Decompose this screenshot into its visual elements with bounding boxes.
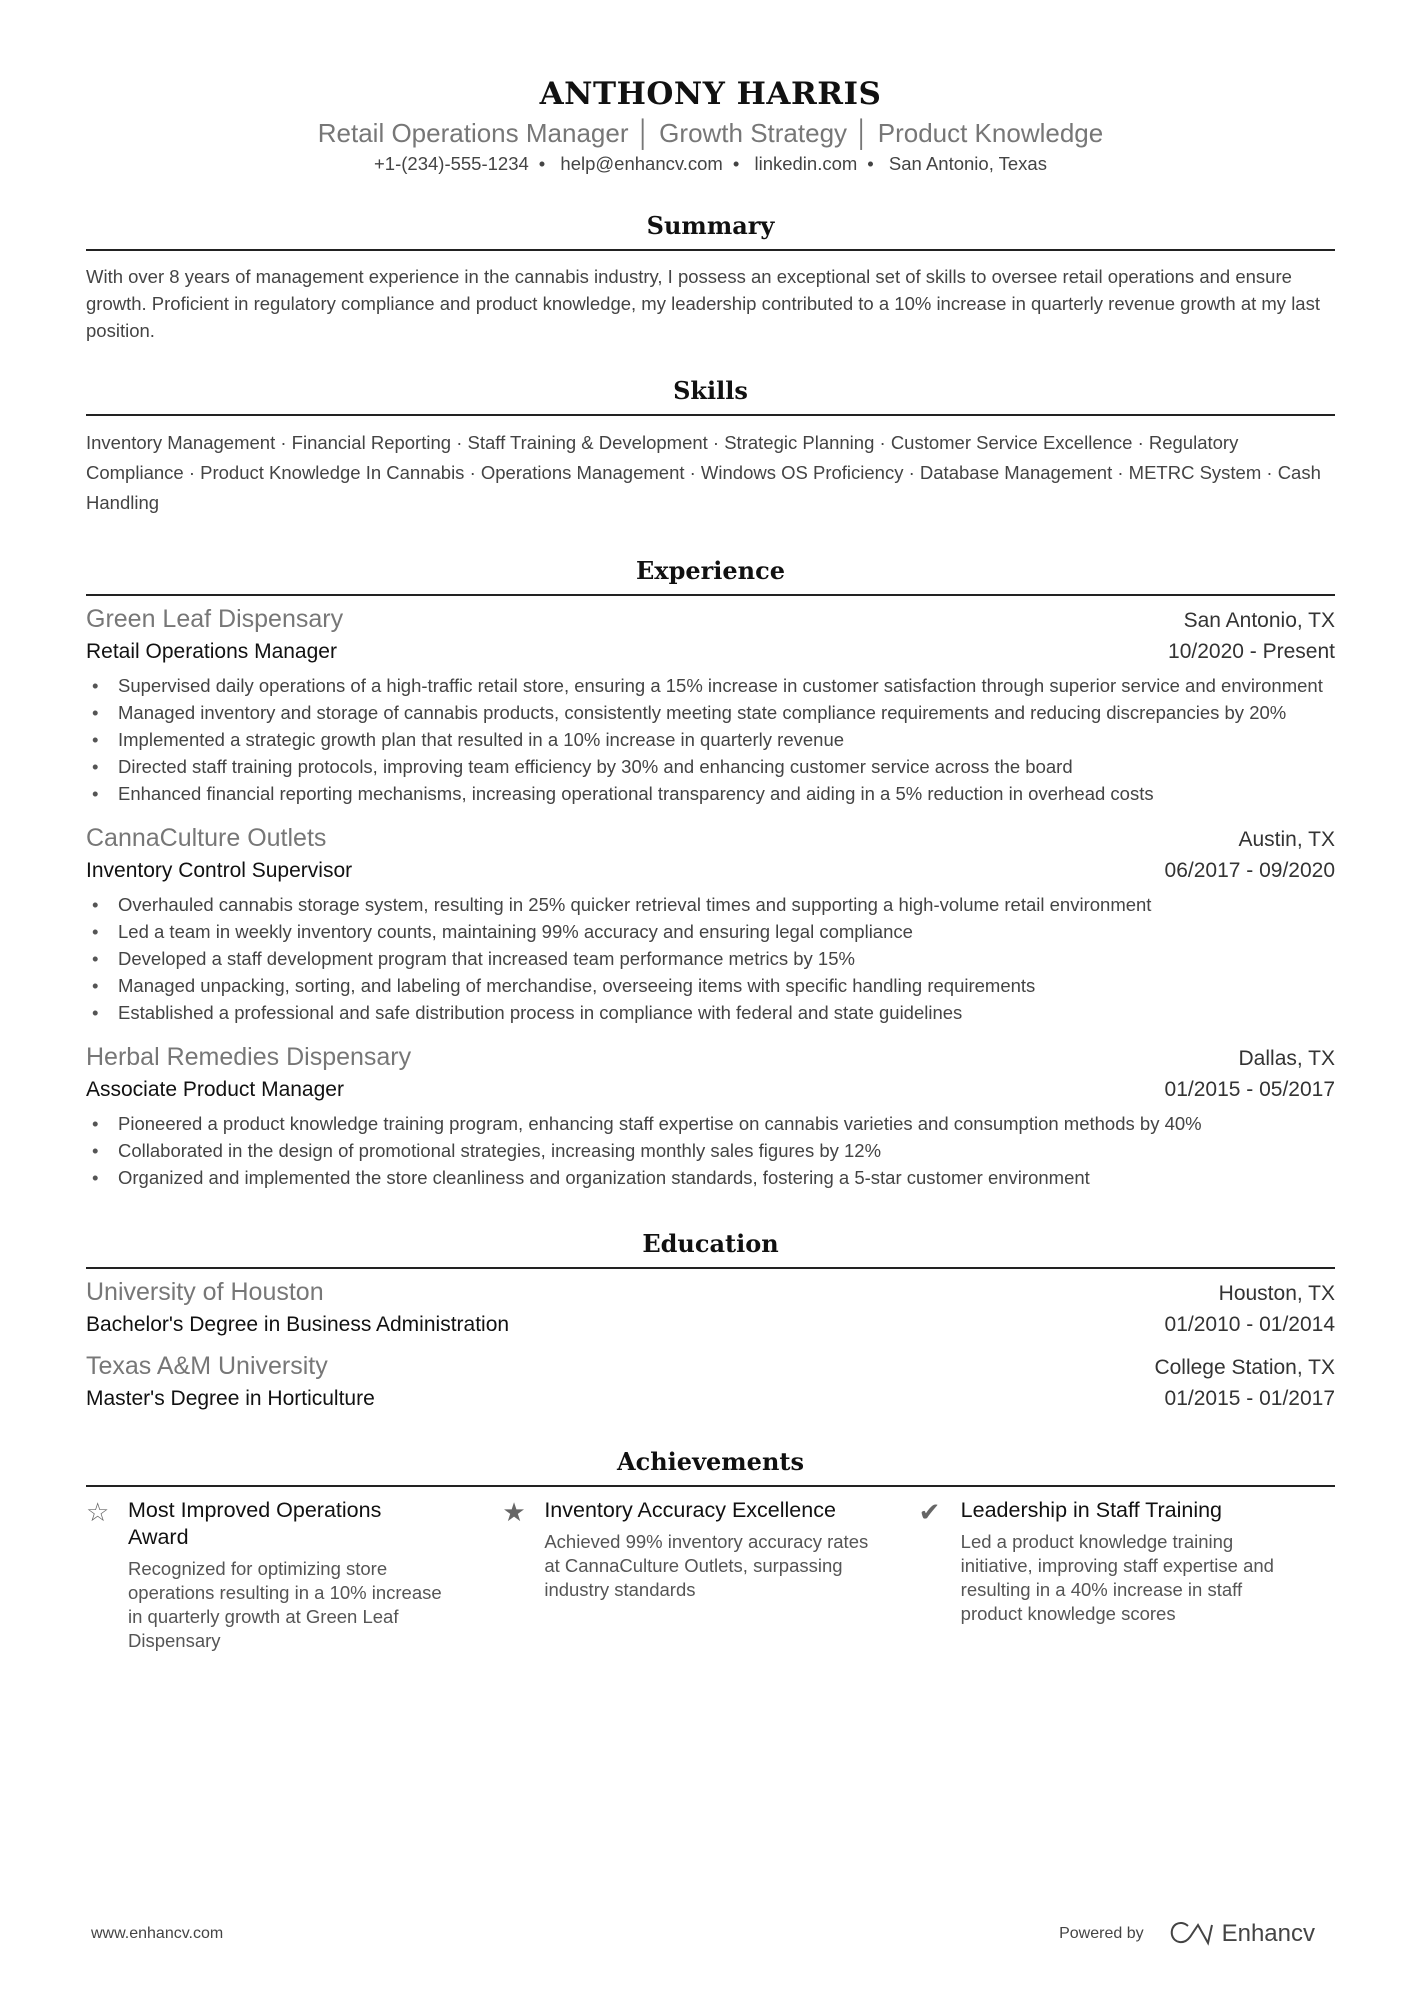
company-name: Green Leaf Dispensary	[86, 605, 344, 633]
achievement-description: Led a product knowledge training initiative, improving staff expertise and resulting in a 40% increase in staff product knowledge scores	[960, 1531, 1274, 1624]
degree: Bachelor's Degree in Business Administration	[86, 1313, 510, 1336]
bullet-item: • Collaborated in the design of promotional strategies, increasing monthly sales figures by 12%	[86, 1137, 1335, 1164]
education-dates: 01/2015 - 01/2017	[1164, 1387, 1335, 1410]
divider	[86, 594, 1335, 596]
bullet-item: • Organized and implemented the store cleanliness and organization standards, fostering a 5-star customer environment	[86, 1164, 1335, 1191]
school-location: College Station, TX	[1154, 1356, 1335, 1379]
achievement-title: Most Improved Operations Award	[128, 1498, 382, 1549]
divider	[86, 1485, 1335, 1487]
job-dates: 06/2017 - 09/2020	[1164, 859, 1335, 882]
education-entry	[86, 1275, 1335, 1341]
bullet-item: • Managed inventory and storage of cannabis products, consistently meeting state compliance requirements and reducing discrepancies by 20%	[86, 699, 1335, 726]
achievement-title: Inventory Accuracy Excellence	[544, 1498, 836, 1522]
bullet-list	[86, 891, 1335, 1026]
bullet-item: • Pioneered a product knowledge training program, enhancing staff expertise on cannabis varieties and consumption methods by 40%	[86, 1110, 1335, 1137]
bullet-item: • Established a professional and safe distribution process in compliance with federal and state guidelines	[86, 999, 1335, 1026]
job-location: Austin, TX	[1238, 828, 1335, 851]
achievement-description: Achieved 99% inventory accuracy rates at CannaCulture Outlets, surpassing industry standards	[544, 1531, 869, 1600]
school-name: Texas A&M University	[86, 1352, 328, 1380]
location: San Antonio, Texas	[888, 153, 1047, 174]
job-location: San Antonio, TX	[1183, 609, 1335, 632]
candidate-name: ANTHONY HARRIS	[539, 76, 882, 112]
achievements-list	[86, 1497, 1335, 1653]
contact-info: +1-(234)-555-1234 • help@enhancv.com • linkedin.com • San Antonio, Texas	[374, 153, 1047, 174]
achievement-item	[502, 1497, 918, 1653]
education-heading: Education	[642, 1229, 779, 1258]
job-dates: 10/2020 - Present	[1168, 640, 1335, 663]
powered-by: Powered by	[1059, 1925, 1144, 1942]
achievement-title: Leadership in Staff Training	[960, 1498, 1223, 1522]
bullet-item: • Enhanced financial reporting mechanisms, increasing operational transparency and aiding in a 5% reduction in overhead costs	[86, 780, 1335, 807]
bullet-list	[86, 672, 1335, 807]
company-name: Herbal Remedies Dispensary	[86, 1043, 412, 1071]
school-name: University of Houston	[86, 1278, 324, 1306]
enhancv-logo[interactable]	[1168, 1920, 1315, 1948]
experience-entry	[86, 602, 1335, 807]
education-entry	[86, 1349, 1335, 1415]
website-link[interactable]: www.enhancv.com	[91, 1925, 224, 1942]
job-title: Associate Product Manager	[86, 1078, 344, 1101]
bullet-item: • Supervised daily operations of a high-traffic retail store, ensuring a 15% increase in customer satisfaction through superior service and environment	[86, 672, 1335, 699]
divider	[86, 1267, 1335, 1269]
divider	[86, 414, 1335, 416]
degree: Master's Degree in Horticulture	[86, 1387, 375, 1410]
job-title: Inventory Control Supervisor	[86, 859, 353, 882]
star-outline-icon: ☆	[86, 1497, 110, 1527]
bullet-item: • Overhauled cannabis storage system, resulting in 25% quicker retrieval times and supporting a high-volume retail environment	[86, 891, 1335, 918]
bullet-list	[86, 1110, 1335, 1191]
achievements-heading: Achievements	[617, 1447, 804, 1476]
skills-list: Inventory Management · Financial Reporting · Staff Training & Development · Strategic Planning · Customer Service Excellence · Regulatory Compliance · Product Knowledge In Cannabis · Operations Management · Windows OS Proficiency · Database Management · METRC System · Cash Handling	[86, 432, 1321, 513]
achievement-item	[86, 1497, 502, 1653]
bullet-item: • Directed staff training protocols, improving team efficiency by 30% and enhancing customer service across the board	[86, 753, 1335, 780]
resume	[86, 76, 1335, 1653]
achievement-item	[919, 1497, 1335, 1653]
star-icon: ★	[502, 1497, 526, 1527]
education-dates: 01/2010 - 01/2014	[1164, 1313, 1335, 1336]
brand-name: Enhancv	[1221, 1920, 1315, 1947]
phone: +1-(234)-555-1234	[374, 153, 529, 174]
company-name: CannaCulture Outlets	[86, 824, 327, 852]
email[interactable]: help@enhancv.com	[560, 153, 723, 174]
experience-heading: Experience	[635, 556, 785, 585]
experience-list	[86, 602, 1335, 1191]
skills-heading: Skills	[673, 376, 748, 405]
bullet-item: • Led a team in weekly inventory counts, maintaining 99% accuracy and ensuring legal compliance	[86, 918, 1335, 945]
linkedin[interactable]: linkedin.com	[754, 153, 858, 174]
footer	[91, 1920, 1315, 1948]
education-list	[86, 1275, 1335, 1415]
checkmark-icon: ✔	[918, 1497, 941, 1527]
experience-entry	[86, 821, 1335, 1026]
headline: Retail Operations Manager │ Growth Strategy │ Product Knowledge	[317, 118, 1104, 148]
job-title: Retail Operations Manager	[86, 640, 337, 663]
job-location: Dallas, TX	[1238, 1047, 1335, 1070]
experience-entry	[86, 1040, 1335, 1191]
summary-text: With over 8 years of management experience in the cannabis industry, I possess an exceptional set of skills to oversee retail operations and ensure growth. Proficient in regulatory compliance and product knowledge, my leadership contributed to a 10% increase in quarterly revenue growth at my last position.	[86, 266, 1320, 341]
divider	[86, 249, 1335, 251]
bullet-item: • Developed a staff development program that increased team performance metrics by 15%	[86, 945, 1335, 972]
job-dates: 01/2015 - 05/2017	[1164, 1078, 1335, 1101]
school-location: Houston, TX	[1218, 1282, 1335, 1305]
bullet-item: • Managed unpacking, sorting, and labeling of merchandise, overseeing items with specific handling requirements	[86, 972, 1335, 999]
summary-heading: Summary	[646, 211, 775, 240]
bullet-item: • Implemented a strategic growth plan that resulted in a 10% increase in quarterly revenue	[86, 726, 1335, 753]
achievement-description: Recognized for optimizing store operations resulting in a 10% increase in quarterly growth at Green Leaf Dispensary	[128, 1558, 442, 1651]
enhancv-logo-icon	[1168, 1921, 1214, 1947]
